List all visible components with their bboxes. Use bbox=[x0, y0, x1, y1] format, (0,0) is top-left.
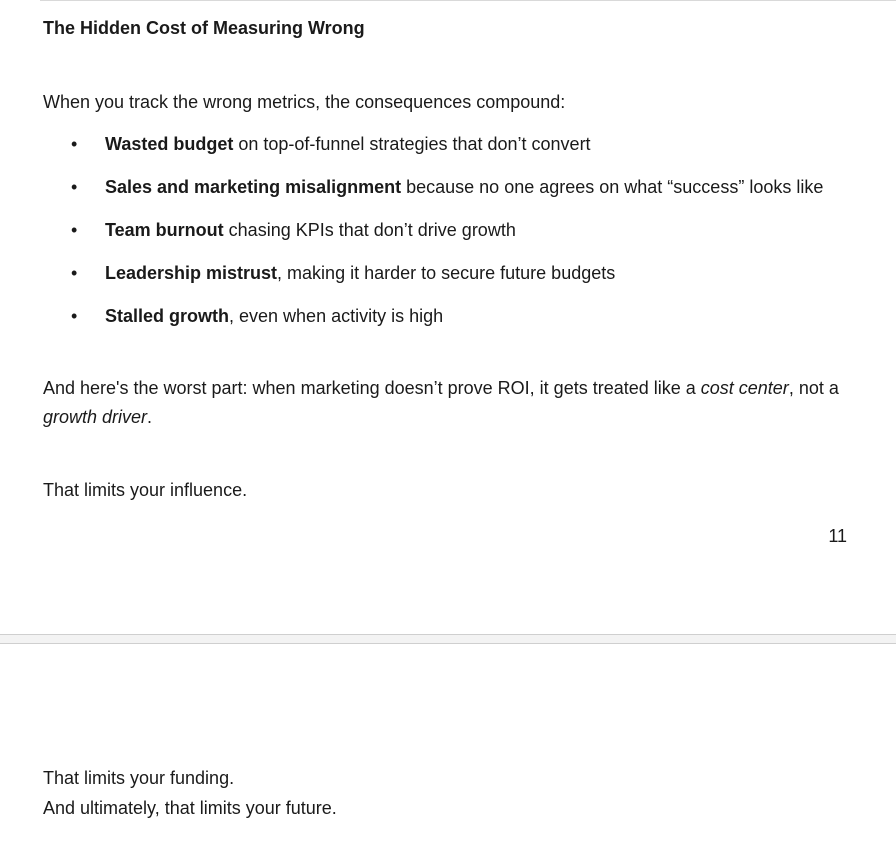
cost-center-emphasis: cost center bbox=[700, 378, 789, 398]
list-item-rest: , even when activity is high bbox=[229, 306, 444, 326]
bullet-icon: • bbox=[71, 306, 78, 326]
list-item-text bbox=[105, 259, 615, 288]
worst-part-end: . bbox=[147, 407, 153, 427]
intro-paragraph: When you track the wrong metrics, the consequences compound: bbox=[43, 92, 566, 112]
list-item-bold: Stalled growth bbox=[105, 306, 230, 326]
list-item-rest: because no one agrees on what “success” looks like bbox=[401, 177, 824, 197]
page-number: 11 bbox=[828, 526, 847, 546]
list-item-bold: Wasted budget bbox=[105, 134, 234, 154]
list-item-text bbox=[105, 130, 591, 159]
list-item-bold: Leadership mistrust bbox=[105, 263, 278, 283]
list-item-text bbox=[105, 302, 443, 331]
consequences-list bbox=[0, 130, 896, 345]
list-item bbox=[0, 259, 896, 302]
list-item-rest: on top-of-funnel strategies that don’t convert bbox=[233, 134, 591, 154]
worst-part-paragraph bbox=[43, 374, 843, 432]
list-item-bold: Sales and marketing misalignment bbox=[105, 177, 402, 197]
bullet-icon: • bbox=[71, 177, 78, 197]
future-paragraph: And ultimately, that limits your future. bbox=[43, 798, 337, 818]
bullet-icon: • bbox=[71, 134, 78, 154]
influence-paragraph: That limits your influence. bbox=[43, 480, 248, 500]
funding-paragraph: That limits your funding. bbox=[43, 768, 235, 788]
list-item-rest: , making it harder to secure future budgets bbox=[277, 263, 616, 283]
growth-driver-emphasis: growth driver bbox=[43, 407, 148, 427]
list-item bbox=[0, 173, 896, 216]
page-break bbox=[0, 634, 896, 644]
bullet-icon: • bbox=[71, 263, 78, 283]
list-item-text bbox=[105, 216, 516, 245]
list-item-bold: Team burnout bbox=[105, 220, 224, 240]
list-item bbox=[0, 130, 896, 173]
list-item-rest: chasing KPIs that don’t drive growth bbox=[223, 220, 516, 240]
worst-part-middle: , not a bbox=[788, 378, 839, 398]
worst-part-text: And here's the worst part: when marketing doesn’t prove ROI, it gets treated like a bbox=[43, 378, 701, 398]
section-title: The Hidden Cost of Measuring Wrong bbox=[43, 18, 365, 38]
list-item bbox=[0, 302, 896, 345]
list-item-text bbox=[105, 173, 823, 202]
bullet-icon: • bbox=[71, 220, 78, 240]
list-item bbox=[0, 216, 896, 259]
